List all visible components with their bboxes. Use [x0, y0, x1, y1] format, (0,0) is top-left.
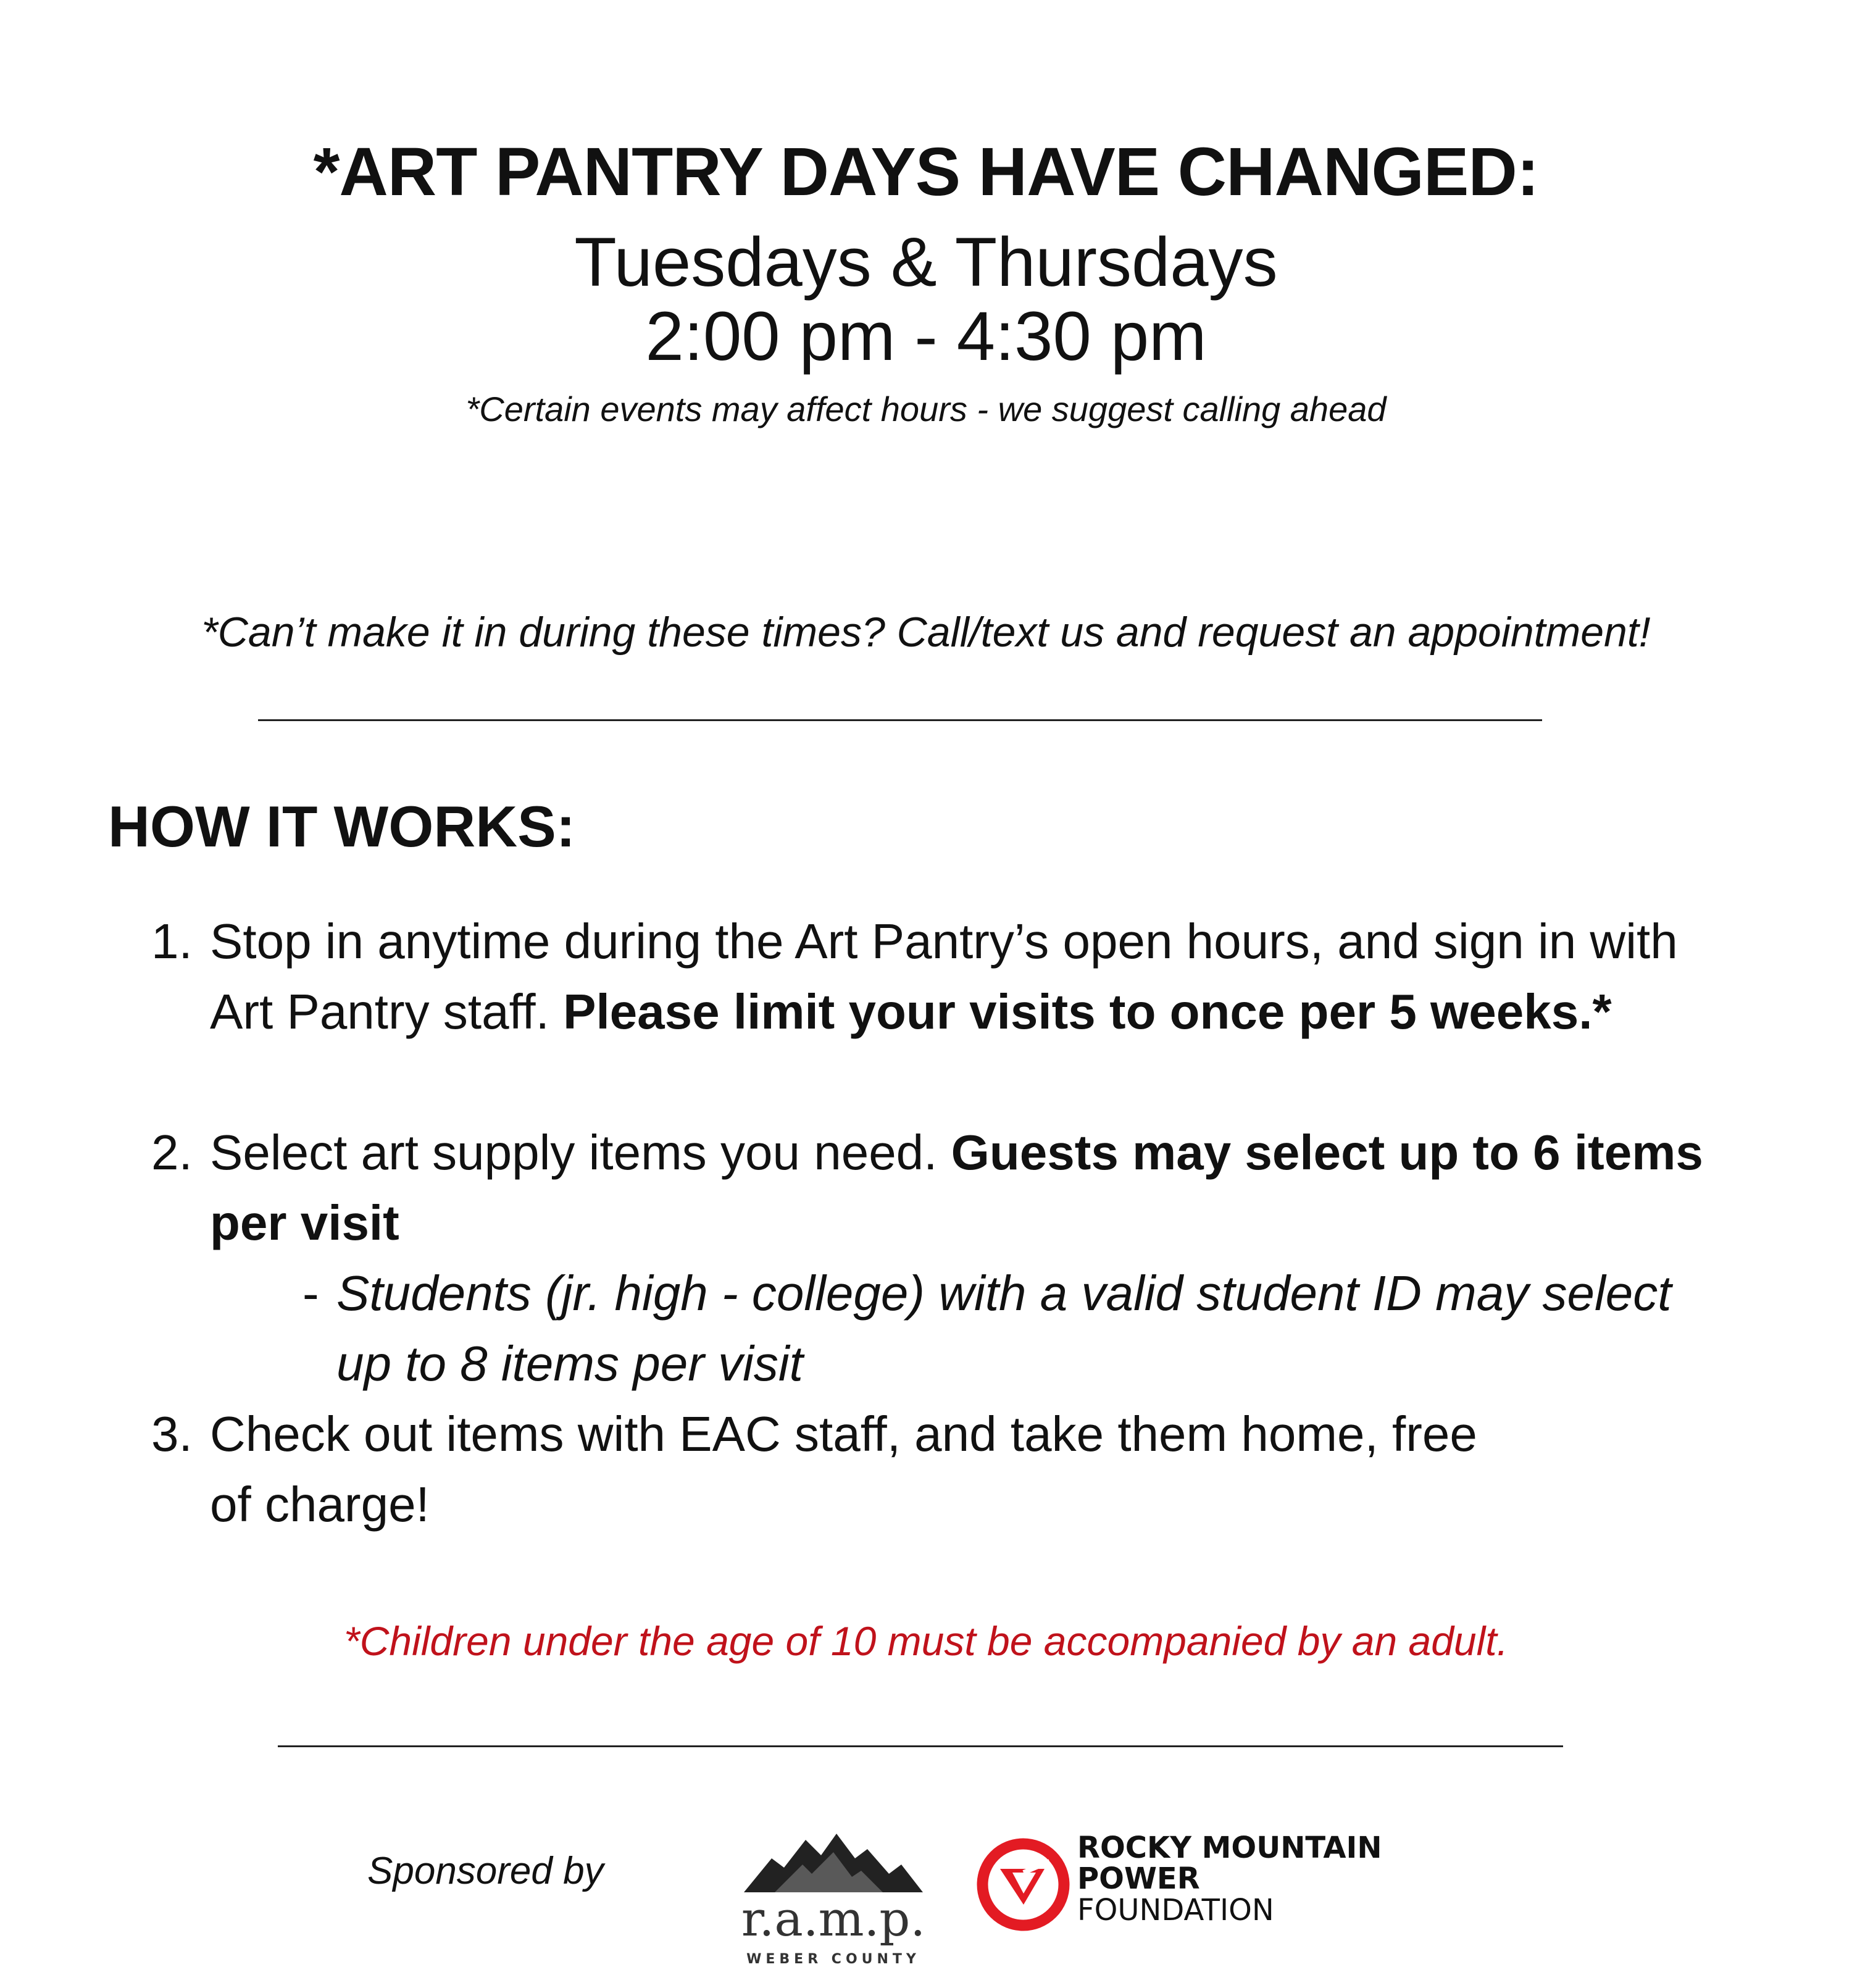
step-number: 1. — [151, 914, 193, 969]
student-subnote — [302, 1258, 1710, 1399]
pantry-days: Tuesdays & Thursdays — [574, 223, 1278, 301]
rmp-line-1: ROCKY MOUNTAIN — [1077, 1831, 1382, 1865]
sponsored-by-label: Sponsored by — [367, 1850, 604, 1892]
step-text: Select art supply items you need. — [210, 1125, 951, 1180]
step-bold-text: Please limit your visits to once per 5 weeks.* — [563, 984, 1612, 1039]
children-note: *Children under the age of 10 must be accompanied by an adult. — [344, 1618, 1508, 1664]
how-it-works-heading: HOW IT WORKS: — [108, 794, 576, 859]
step-1 — [151, 906, 1732, 1047]
rmp-emblem-icon — [975, 1837, 1071, 1932]
rmp-wordmark — [1077, 1832, 1382, 1926]
ramp-logo-text: r.a.m.p. — [741, 1892, 926, 1947]
step-text: Stop in anytime during the Art Pantry’s open hours, and sign in with Art Pantry staff. — [210, 914, 1678, 1039]
step-bold-text: Guests may select up to 6 items per visit — [210, 1125, 1703, 1250]
subnote-dash: - — [302, 1266, 319, 1321]
appointment-note: *Can’t make it in during these times? Call/text us and request an appointment! — [201, 609, 1651, 656]
hours-note: *Certain events may affect hours - we suggest calling ahead — [465, 390, 1387, 428]
subnote-text: Students (jr. high - college) with a valid student ID may select up to 8 items per visit — [336, 1266, 1672, 1391]
divider-top — [258, 719, 1542, 721]
step-number: 3. — [151, 1406, 193, 1461]
step-3 — [151, 1399, 1732, 1540]
step-number: 2. — [151, 1125, 193, 1180]
mountains-icon — [738, 1815, 929, 1969]
pantry-hours: 2:00 pm - 4:30 pm — [645, 298, 1207, 375]
ramp-logo-subtext: WEBER COUNTY — [746, 1952, 920, 1967]
rocky-mountain-power-logo — [975, 1837, 1071, 1932]
rmp-line-3: FOUNDATION — [1077, 1893, 1274, 1927]
ramp-logo — [738, 1815, 929, 1969]
step-text: Check out items with EAC staff, and take them home, free of charge! — [210, 1406, 1477, 1532]
divider-bottom — [278, 1745, 1563, 1747]
step-2 — [151, 1117, 1732, 1258]
rmp-line-2: POWER — [1077, 1861, 1200, 1896]
headline: *ART PANTRY DAYS HAVE CHANGED: — [313, 134, 1539, 210]
